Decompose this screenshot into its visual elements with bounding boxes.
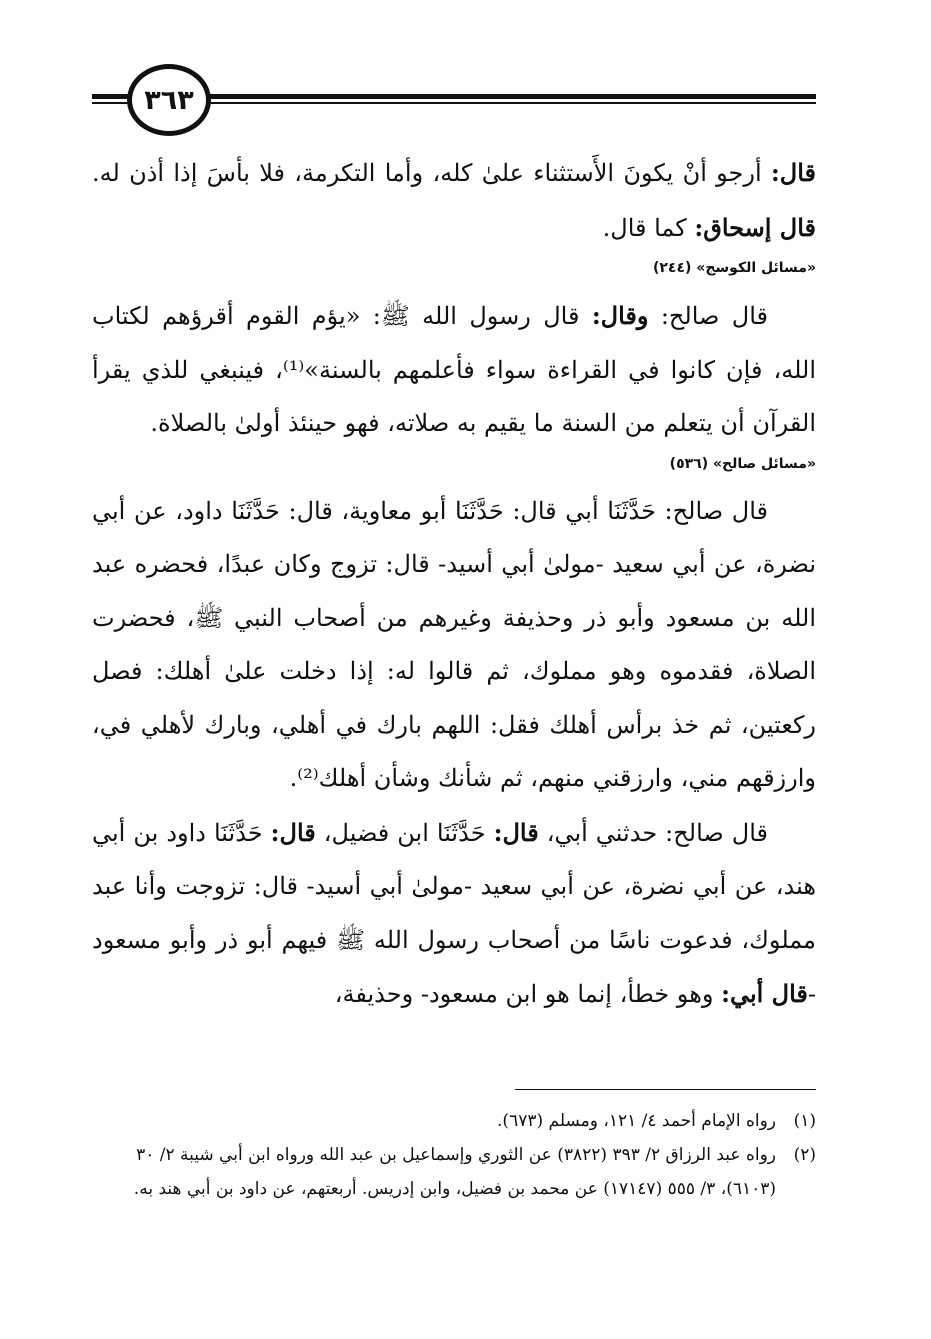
paragraph	[92, 289, 816, 451]
footnote	[92, 1104, 816, 1138]
footnote-number: (١)	[793, 1111, 816, 1131]
text-run: قال رسول الله ﷺ: «يؤم القوم أقرؤهم لكتاب الله، فإن كانوا في القراءة سواء فأعلمهم بالسنة»⁽¹⁾، فينبغي للذي يقرأ القرآن أن يتعلم من السنة ما يقيم به صلاته، فهو حينئذ أولىٰ بالصلاة.	[92, 302, 816, 437]
bold-label: قال:	[770, 158, 817, 187]
page-header	[92, 64, 816, 136]
text-run: قال صالح:	[648, 302, 769, 330]
footnotes	[92, 1104, 816, 1206]
paragraph	[92, 146, 816, 255]
paragraph	[92, 485, 816, 806]
paragraph	[92, 806, 816, 1022]
source-citation: «مسائل صالح» (٥٣٦)	[669, 455, 816, 472]
page-number: ٣٦٣	[127, 64, 211, 136]
text-run: قال صالح: حدثني أبي،	[538, 818, 769, 847]
footnote-text: رواه الإمام أحمد ٤/ ١٢١، ومسلم (٦٧٣).	[497, 1111, 776, 1131]
text-run: قال صالح: حَدَّثَنَا أبي قال: حَدَّثَنَا أبو معاوية، قال: حَدَّثَنَا داود، عن أبي نضرة، عن أبي سعيد -مولىٰ أبي أسيد- قال: تزوج وكان عبدًا، فحضره عبد الله بن مسعود وأبو ذر وحذيفة وغيرهم من أصحاب النبي ﷺ، فحضرت الصلاة، فقدموه وهو مملوك، ثم قالوا له: إذا دخلت علىٰ أهلك: فصل ركعتين، ثم خذ برأس أهلك فقل: اللهم بارك في أهلي، وبارك لأهلي في، وارزقهم مني، وارزقني منهم، ثم شأنك وشأن أهلك⁽²⁾.	[92, 496, 816, 792]
bold-label: قال:	[493, 817, 539, 847]
bold-label: قال أبي:	[721, 979, 808, 1008]
text-run: وهو خطأ، إنما هو ابن مسعود- وحذيفة،	[334, 980, 722, 1008]
bold-label: قال إسحاق:	[694, 212, 816, 242]
text-run: كما قال.	[602, 213, 695, 242]
footnote-text: رواه عبد الرزاق ٢/ ٣٩٣ (٣٨٢٢) عن الثوري وإسماعيل بن عبد الله ورواه ابن أبي شيبة ٢/ ٣٠ (٦١٠٣)، ٣/ ٥٥٥ (١٧١٤٧) عن محمد بن فضيل، وابن إدريس. أربعتهم، عن داود بن أبي هند به.	[133, 1145, 776, 1199]
bold-label: وقال:	[591, 301, 649, 330]
bold-label: قال:	[270, 817, 316, 847]
footnote	[92, 1138, 816, 1206]
text-run: حَدَّثَنَا ابن فضيل،	[315, 818, 494, 847]
page-body	[92, 146, 816, 1022]
footnote-separator	[515, 1089, 816, 1090]
text-run: حَدَّثَنَا داود بن أبي هند، عن أبي نضرة، عن أبي سعيد -مولىٰ أبي أسيد- قال: تزوجت وأنا عبد مملوك، فدعوت ناسًا من أصحاب رسول الله ﷺ فيهم أبو ذر وأبو مسعود -	[92, 818, 816, 1008]
text-run: أرجو أنْ يكونَ الأَستثناء علىٰ كله، وأما التكرمة، فلا بأسَ إذا أذن له.	[92, 159, 771, 187]
source-citation: «مسائل الكوسج» (٢٤٤)	[652, 260, 816, 276]
footnote-number: (٢)	[793, 1145, 816, 1165]
